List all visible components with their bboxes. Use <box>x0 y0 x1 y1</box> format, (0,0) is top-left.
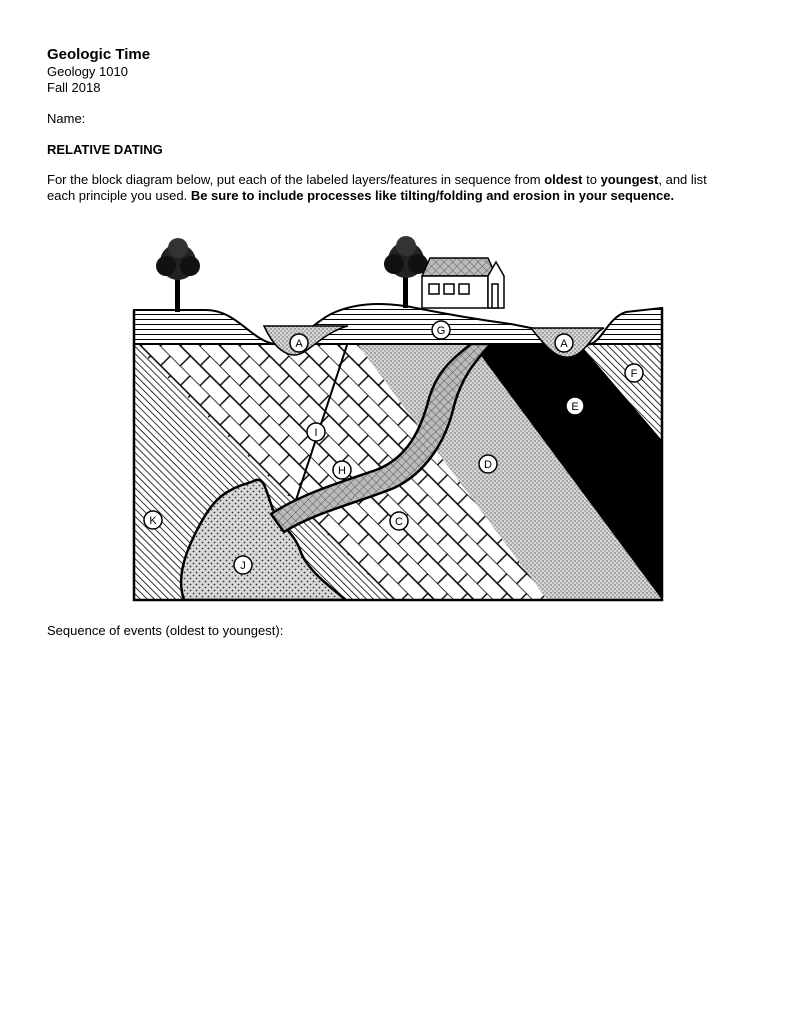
instructions-youngest: youngest <box>600 172 659 187</box>
label-h <box>333 461 351 479</box>
label-a-left-text: A <box>295 338 303 350</box>
label-a-right-text: A <box>560 338 568 350</box>
label-i <box>307 423 325 441</box>
tree-left <box>156 238 200 312</box>
label-a-right <box>555 334 573 352</box>
label-c <box>390 512 408 530</box>
sequence-label: Sequence of events (oldest to youngest): <box>47 623 284 638</box>
geologic-block-diagram <box>126 232 671 604</box>
label-j <box>234 556 252 574</box>
label-c-text: C <box>395 516 403 528</box>
label-k <box>144 511 162 529</box>
label-a-left <box>290 334 308 352</box>
label-e-text: E <box>571 401 579 413</box>
label-i-text: I <box>314 427 318 439</box>
label-g <box>432 321 450 339</box>
instructions-emphasis: Be sure to include processes like tilting/folding and erosion in your sequence. <box>190 188 675 203</box>
label-h-text: H <box>338 465 346 477</box>
term: Fall 2018 <box>47 80 101 95</box>
label-d <box>479 455 497 473</box>
label-g-text: G <box>436 325 446 337</box>
instructions-oldest: oldest <box>544 172 583 187</box>
instructions-part2: , and list each principle you used. <box>47 172 707 203</box>
instructions <box>47 172 737 204</box>
label-k-text: K <box>149 515 157 527</box>
label-j-text: J <box>240 560 246 572</box>
label-f-text: F <box>630 368 638 380</box>
label-e <box>566 397 584 415</box>
section-heading: RELATIVE DATING <box>47 142 163 157</box>
instructions-part1: For the block diagram below, put each of the labeled layers/features in sequence from <box>47 172 545 187</box>
house <box>422 258 504 308</box>
label-d-text: D <box>484 459 492 471</box>
instructions-to: to <box>582 172 601 187</box>
name-label: Name: <box>47 111 86 126</box>
worksheet-title: Geologic Time <box>47 46 151 63</box>
label-f <box>625 364 643 382</box>
course-name: Geology 1010 <box>47 64 128 79</box>
